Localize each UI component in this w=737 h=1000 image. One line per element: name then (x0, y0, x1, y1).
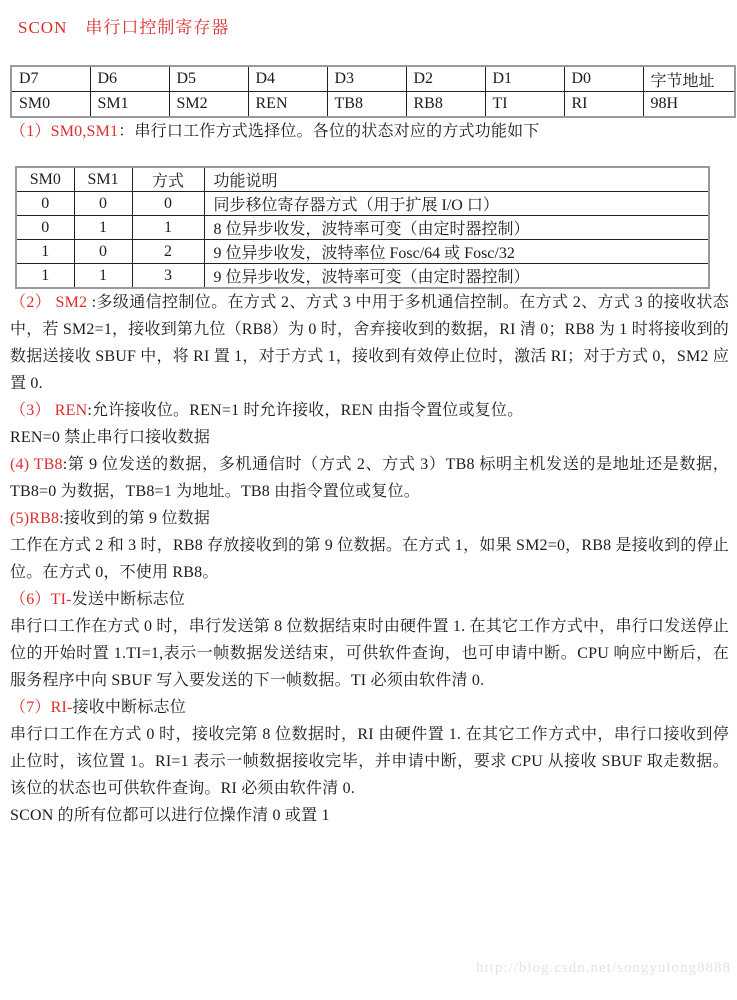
mode-header-cell: SM0 (16, 167, 74, 192)
mode-cell: 0 (74, 240, 132, 264)
paragraph-lead: （1）SM0,SM1 (10, 123, 119, 140)
paragraph-sm0-sm1 (10, 118, 729, 145)
reg-bit-cell: 98H (643, 92, 735, 118)
mode-cell: 1 (16, 240, 74, 264)
reg-header-cell: D2 (406, 66, 485, 92)
reg-bit-cell: TI (485, 92, 564, 118)
reg-bit-cell: TB8 (327, 92, 406, 118)
table-row (16, 264, 709, 289)
scon-register-table (10, 65, 736, 118)
table-row (16, 167, 709, 192)
mode-cell: 3 (132, 264, 204, 289)
paragraph-ren0 (10, 424, 729, 451)
paragraph-body: 工作在方式 2 和 3 时，RB8 存放接收到的第 9 位数据。在方式 1，如果 SM2=0，RB8 是接收到的停止位。在方式 0，不使用 RB8。 (10, 537, 729, 581)
paragraph-body: :第 9 位发送的数据，多机通信时（方式 2、方式 3）TB8 标明主机发送的是地址还是数据，TB8=0 为数据，TB8=1 为地址。TB8 由指令置位或复位。 (10, 456, 730, 500)
paragraph-body: SCON 的所有位都可以进行位操作清 0 或置 1 (10, 807, 330, 824)
table-row (11, 92, 735, 118)
reg-header-cell: D7 (11, 66, 90, 92)
reg-header-cell: D4 (248, 66, 327, 92)
table-row (16, 240, 709, 264)
reg-header-cell: D1 (485, 66, 564, 92)
reg-header-cell: D6 (90, 66, 169, 92)
paragraph-lead: (4) TB8 (10, 456, 63, 473)
mode-cell: 9 位异步收发，波特率可变（由定时器控制） (204, 264, 709, 289)
watermark-text: http://blog.csdn.net/songyulong8888 (476, 960, 731, 976)
paragraph-body: :接收到的第 9 位数据 (59, 510, 211, 527)
reg-bit-cell: SM2 (169, 92, 248, 118)
paragraph-body: REN=0 禁止串行口接收数据 (10, 429, 211, 446)
paragraph-bit-operations (10, 802, 729, 829)
mode-header-cell: SM1 (74, 167, 132, 192)
paragraph-lead: （7）RI- (10, 699, 73, 716)
reg-bit-cell: RB8 (406, 92, 485, 118)
paragraph-ren (10, 397, 729, 424)
mode-cell: 0 (16, 216, 74, 240)
mode-cell: 1 (132, 216, 204, 240)
reg-bit-cell: REN (248, 92, 327, 118)
paragraph-lead: （6）TI- (10, 591, 72, 608)
paragraph-rb8 (10, 505, 729, 532)
table-row (11, 66, 735, 92)
paragraph-body: 串行口工作在方式 0 时，串行发送第 8 位数据结束时由硬件置 1. 在其它工作方式中，串行口发送停止位的开始时置 1.TI=1,表示一帧数据发送结束，可供软件查询，也可申请中断。CPU 响应中断后，在服务程序中向 SBUF 写入要发送的下一帧数据。TI 必须由软件清 0. (10, 618, 729, 689)
paragraph-ri-detail (10, 721, 729, 802)
paragraph-lead: （2） SM2 (10, 294, 92, 311)
mode-header-cell: 方式 (132, 167, 204, 192)
mode-cell: 1 (16, 264, 74, 289)
reg-bit-cell: SM1 (90, 92, 169, 118)
paragraph-body: :多级通信控制位。在方式 2、方式 3 中用于多机通信控制。在方式 2、方式 3 的接收状态中，若 SM2=1，接收到第九位（RB8）为 0 时，舍弃接收到的数据，RI 清 0；RB8 为 1 时将接收到的数据送接收 SBUF 中，将 RI 置 1，对于方式 1，接收到有效停止位时，激活 RI；对于方式 0，SM2 应置 0. (10, 294, 729, 392)
mode-header-cell: 功能说明 (204, 167, 709, 192)
paragraph-body: 串行口工作在方式 0 时，接收完第 8 位数据时，RI 由硬件置 1. 在其它工作方式中，串行口接收到停止位时，该位置 1。RI=1 表示一帧数据接收完毕，并申请中断，要求 CPU 从接收 SBUF 取走数据。该位的状态也可供软件查询。RI 必须由软件清 0. (10, 726, 729, 797)
mode-cell: 9 位异步收发，波特率位 Fosc/64 或 Fosc/32 (204, 240, 709, 264)
paragraph-lead: （3） REN (10, 402, 88, 419)
table-row (16, 216, 709, 240)
mode-cell: 0 (74, 192, 132, 216)
reg-header-cell: D3 (327, 66, 406, 92)
mode-cell: 8 位异步收发，波特率可变（由定时器控制） (204, 216, 709, 240)
paragraph-ti-detail (10, 613, 729, 694)
paragraph-body: ：串行口工作方式选择位。各位的状态对应的方式功能如下 (118, 123, 540, 140)
mode-cell: 2 (132, 240, 204, 264)
reg-header-cell: D5 (169, 66, 248, 92)
paragraph-ri (10, 694, 729, 721)
reg-bit-cell: SM0 (11, 92, 90, 118)
mode-cell: 0 (132, 192, 204, 216)
page-title: SCON 串行口控制寄存器 (18, 18, 230, 37)
serial-mode-table (15, 166, 710, 289)
paragraph-ti (10, 586, 729, 613)
paragraph-sm2 (10, 289, 729, 397)
paragraph-body: :允许接收位。REN=1 时允许接收，REN 由指令置位或复位。 (87, 402, 524, 419)
paragraph-body: 发送中断标志位 (71, 591, 186, 608)
mode-cell: 0 (16, 192, 74, 216)
mode-cell: 1 (74, 216, 132, 240)
mode-cell: 同步移位寄存器方式（用于扩展 I/O 口） (204, 192, 709, 216)
mode-cell: 1 (74, 264, 132, 289)
reg-header-cell: 字节地址 (643, 66, 735, 92)
paragraph-body: 接收中断标志位 (72, 699, 186, 716)
paragraph-lead: (5)RB8 (10, 510, 60, 527)
table-row (16, 192, 709, 216)
paragraph-tb8 (10, 451, 729, 505)
reg-header-cell: D0 (564, 66, 643, 92)
paragraph-rb8-detail (10, 532, 729, 586)
reg-bit-cell: RI (564, 92, 643, 118)
